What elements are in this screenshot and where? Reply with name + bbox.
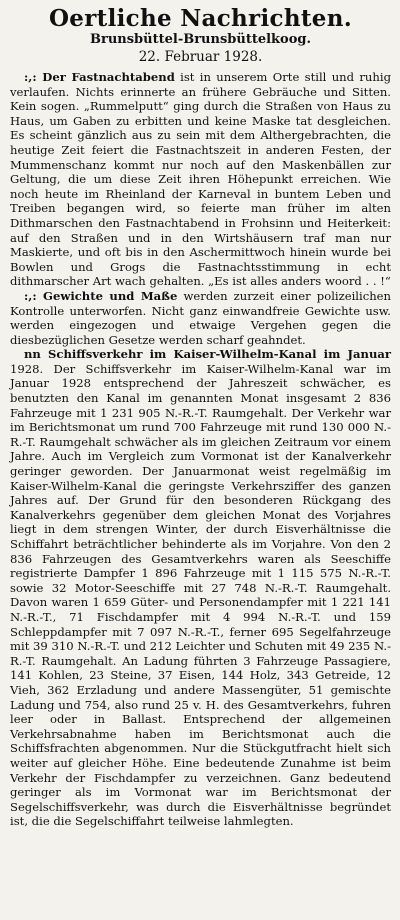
article-body: 1928. Der Schiffsverkehr im Kaiser-Wilhelm-Kanal war im Januar 1928 entsprechend der Jahreszeit schwächer, es benutzten den Kanal im genannten Monat insgesamt 2 836 Fahrzeuge mit 1 231 905 N.-R.-T. Raumgehalt. Der Verkehr war im Berichtsmonat um rund 700 Fahrzeuge mit rund 130 000 N.-R.-T. Raumgehalt schwächer als im gleichen Zeitraum vor einem Jahre. Auch im Vergleich zum Vormonat ist der Kanalverkehr geringer geworden. Der Januarmonat weist regelmäßig im Kaiser-Wilhelm-Kanal die geringste Verkehrsziffer des ganzen Jahres auf. Der Grund für den besonderen Rückgang des Kanalverkehrs gegenüber dem gleichen Monat des Vorjahres liegt in dem strengen Winter, der durch Eisverhältnisse die Schiffahrt beträchtlicher behinderte als im Vorjahre. Von den 2 836 Fahrzeugen des Gesamtverkehrs waren als Seeschiffe registrierte Dampfer 1 896 Fahrzeuge mit 1 115 575 N.-R.-T. sowie 32 Motor-Seeschiffe mit 27 748 N.-R.-T. Raumgehalt. Davon waren 1 659 Güter- und Personendampfer mit 1 221 141 N.-R.-T., 71 Fischdampfer mit 4 994 N.-R.-T. und 159 Schleppdampfer mit 7 097 N.-R.-T., ferner 695 Segelfahrzeuge mit 39 310 N.-R.-T. und 212 Leichter und Schuten mit 49 235 N.-R.-T. Raumgehalt. An Ladung führten 3 Fahrzeuge Passagiere, 141 Kohlen, 23 Steine, 37 Eisen, 144 Holz, 343 Getreide, 12 Vieh, 362 Erzladung und andere Massengüter, 51 gemischte Ladung und 754, also rund 25 v. H. des Gesamtverkehrs, fuhren leer oder in Ballast. Entsprechend der allgemeinen Verkehrsabnahme haben im Berichtsmonat auch die Schiffsfrachten abgenommen. Nur die Stückgutfracht hielt sich weiter auf gleicher Höhe. Eine bedeutende Zunahme ist beim Verkehr der Fischdampfer zu verzeichnen. Ganz bedeutend geringer als im Vormonat war im Berichtsmonat der Segelschiffsverkehr, was durch die Eisverhältnisse begründet ist, die die Segelschiffahrt teilweise lahmlegten. [10,361,391,829]
article-lead: :,: Der Fastnachtabend [24,70,175,84]
article-gewichte [10,289,391,347]
issue-date: 22. Februar 1928. [138,49,263,65]
article-fastnacht [10,70,391,289]
article-lead: :,: Gewichte und Maße [24,288,178,303]
article-lead: nn Schiffsverkehr im Kaiser-Wilhelm-Kanal im Januar [24,347,391,362]
article-body: ist in unserem Orte still und ruhig verlaufen. Nichts erinnerte an frühere Gebräuche und Sitten. Kein sogen. „Rummelputt“ ging durch die Straßen von Haus zu Haus, um Gaben zu erbitten und keine Maske tat desgleichen. Es scheint gänzlich aus zu sein mit dem Althergebrachten, die heutige Zeit feiert die Fastnachtszeit in anderen Festen, der Mummenschanz kommt nur noch auf den Maskenbällen zur Geltung, die um diese Zeit ihren Höhepunkt erreichen. Wie noch heute im Rheinland der Karneval in buntem Leben und Treiben begangen wird, so feierte man früher im alten Dithmarschen den Fastnachtabend in Frohsinn und Heiterkeit: auf den Straßen und in den Wirtshäusern traf man nur Maskierte, und oft bis in den Aschermittwoch hinein wurde bei Bowlen und Grogs die Fastnachtsstimmung in echt dithmarscher Art wach gehalten. „Es ist alles anders woord . . !“ [10,70,391,289]
article-schiffsverkehr [10,347,391,829]
article-body: werden zurzeit einer polizeilichen Kontrolle unterworfen. Nicht ganz einwandfreie Gewichte usw. werden eingezogen und etwaige Vergehen gegen die diesbezüglichen Gesetze werden scharf geahndet. [10,288,391,347]
section-title: Oertliche Nachrichten. [48,5,353,32]
location-subtitle: Brunsbüttel-Brunsbüttelkoog. [90,32,311,47]
